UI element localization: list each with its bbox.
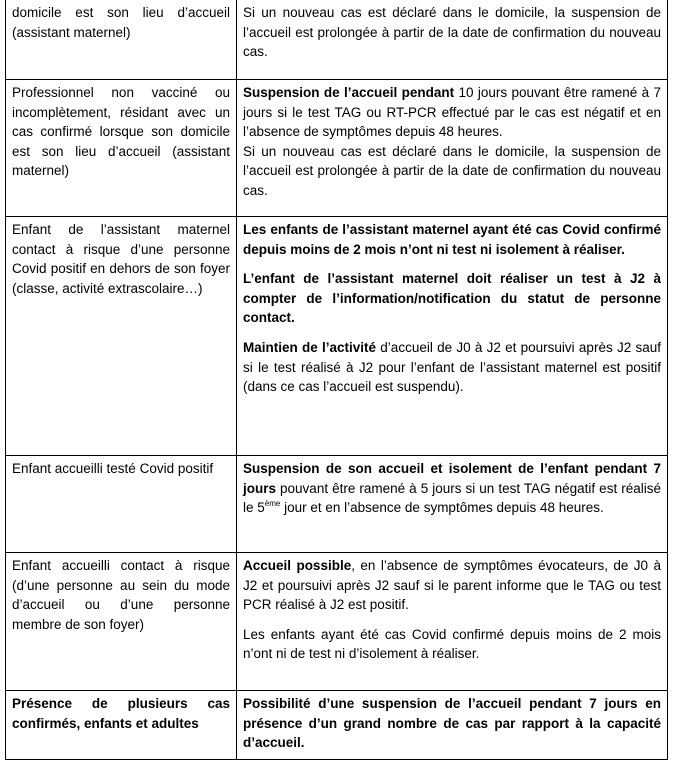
measure-text: Si un nouveau cas est déclaré dans le domicile, la suspension de l’accueil est prolongée à partir de la date de confirmation du nouveau cas.: [243, 143, 661, 198]
table-row: [5, 691, 668, 760]
table-row: [5, 80, 668, 217]
measure-cell: [236, 217, 668, 456]
measure-emphasis: Suspension de son accueil et isolement de l’enfant pendant 7 jours: [243, 461, 661, 496]
situation-cell: [5, 456, 237, 553]
measure-text: Si un nouveau cas est déclaré dans le domicile, la suspension de l’accueil est prolongée à partir de la date de confirmation du nouveau cas.: [243, 5, 661, 60]
situation-cell: [5, 217, 237, 456]
table-row: [5, 217, 668, 456]
situation-cell: [5, 553, 237, 691]
ordinal-suffix: ème: [264, 499, 281, 509]
situation-text: domicile est son lieu d’accueil (assistant maternel): [12, 5, 230, 40]
measure-cell: [236, 553, 668, 691]
measure-detail: d’accueil de J0 à J2 et poursuivi après J2 sauf si le test réalisé à J2 pour l’enfant de l’assistant maternel est positif (dans ce cas l’accueil est suspendu).: [243, 339, 661, 395]
measure-detail: jour et en l’absence de symptômes depuis 48 heures.: [280, 500, 604, 516]
measure-text: [243, 83, 661, 142]
measure-detail: , en l’absence de symptômes évocateurs, de J0 à J2 et poursuivi après J2 sauf si le parent informe que le TAG ou test PCR réalisé à J2 est positif.: [243, 558, 661, 613]
measure-cell: [236, 0, 668, 80]
measure-emphasis: Accueil possible: [243, 558, 352, 573]
measures-table: [5, 0, 668, 760]
situation-cell: [5, 0, 237, 80]
measure-detail: pouvant être ramené à 5 jours si un test TAG négatif est réalisé le 5: [243, 480, 661, 516]
situation-text: Présence de plusieurs cas confirmés, enfants et adultes: [12, 696, 230, 731]
situation-text: Enfant de l’assistant maternel contact à risque d’une personne Covid positif en dehors de son foyer (classe, activité extrascolaire…): [12, 222, 230, 296]
situation-text: Enfant accueilli contact à risque (d’une personne au sein du mode d’accueil ou d’une personne membre de son foyer): [12, 558, 230, 632]
measure-text: [243, 556, 661, 615]
measure-text: Possibilité d’une suspension de l’accueil pendant 7 jours en présence d’un grand nombre de cas par rapport à la capacité d’accueil.: [243, 696, 661, 751]
measure-text: Les enfants ayant été cas Covid confirmé depuis moins de 2 mois n’ont ni de test ni d’isolement à réaliser.: [243, 626, 661, 662]
measure-emphasis: Maintien de l’activité: [243, 339, 377, 355]
measure-text: L’enfant de l’assistant maternel doit réaliser un test à J2 à compter de l’information/notification du statut de personne contact.: [243, 271, 661, 326]
measure-emphasis: Suspension de l’accueil pendant: [243, 85, 455, 100]
table-row: [5, 0, 668, 80]
situation-text: Enfant accueilli testé Covid positif: [12, 461, 214, 476]
measure-cell: [236, 456, 668, 553]
measure-text: [243, 338, 661, 397]
situation-cell: [5, 80, 237, 217]
measure-detail: 10 jours pouvant être ramené à 7 jours si le test TAG ou RT-PCR effectué par le cas est négatif et en l’absence de symptômes depuis 48 heures.: [243, 85, 661, 140]
measure-cell: [236, 80, 668, 217]
table-row: [5, 456, 668, 553]
measure-text: [243, 459, 661, 518]
situation-cell: [5, 691, 237, 760]
table-row: [5, 553, 668, 691]
measure-cell: [236, 691, 668, 760]
situation-text: Professionnel non vacciné ou incomplètement, résidant avec un cas confirmé lorsque son domicile est son lieu d’accueil (assistant maternel): [12, 85, 230, 179]
measure-text: Les enfants de l’assistant maternel ayant été cas Covid confirmé depuis moins de 2 mois n’ont ni test ni isolement à réaliser.: [243, 222, 661, 257]
